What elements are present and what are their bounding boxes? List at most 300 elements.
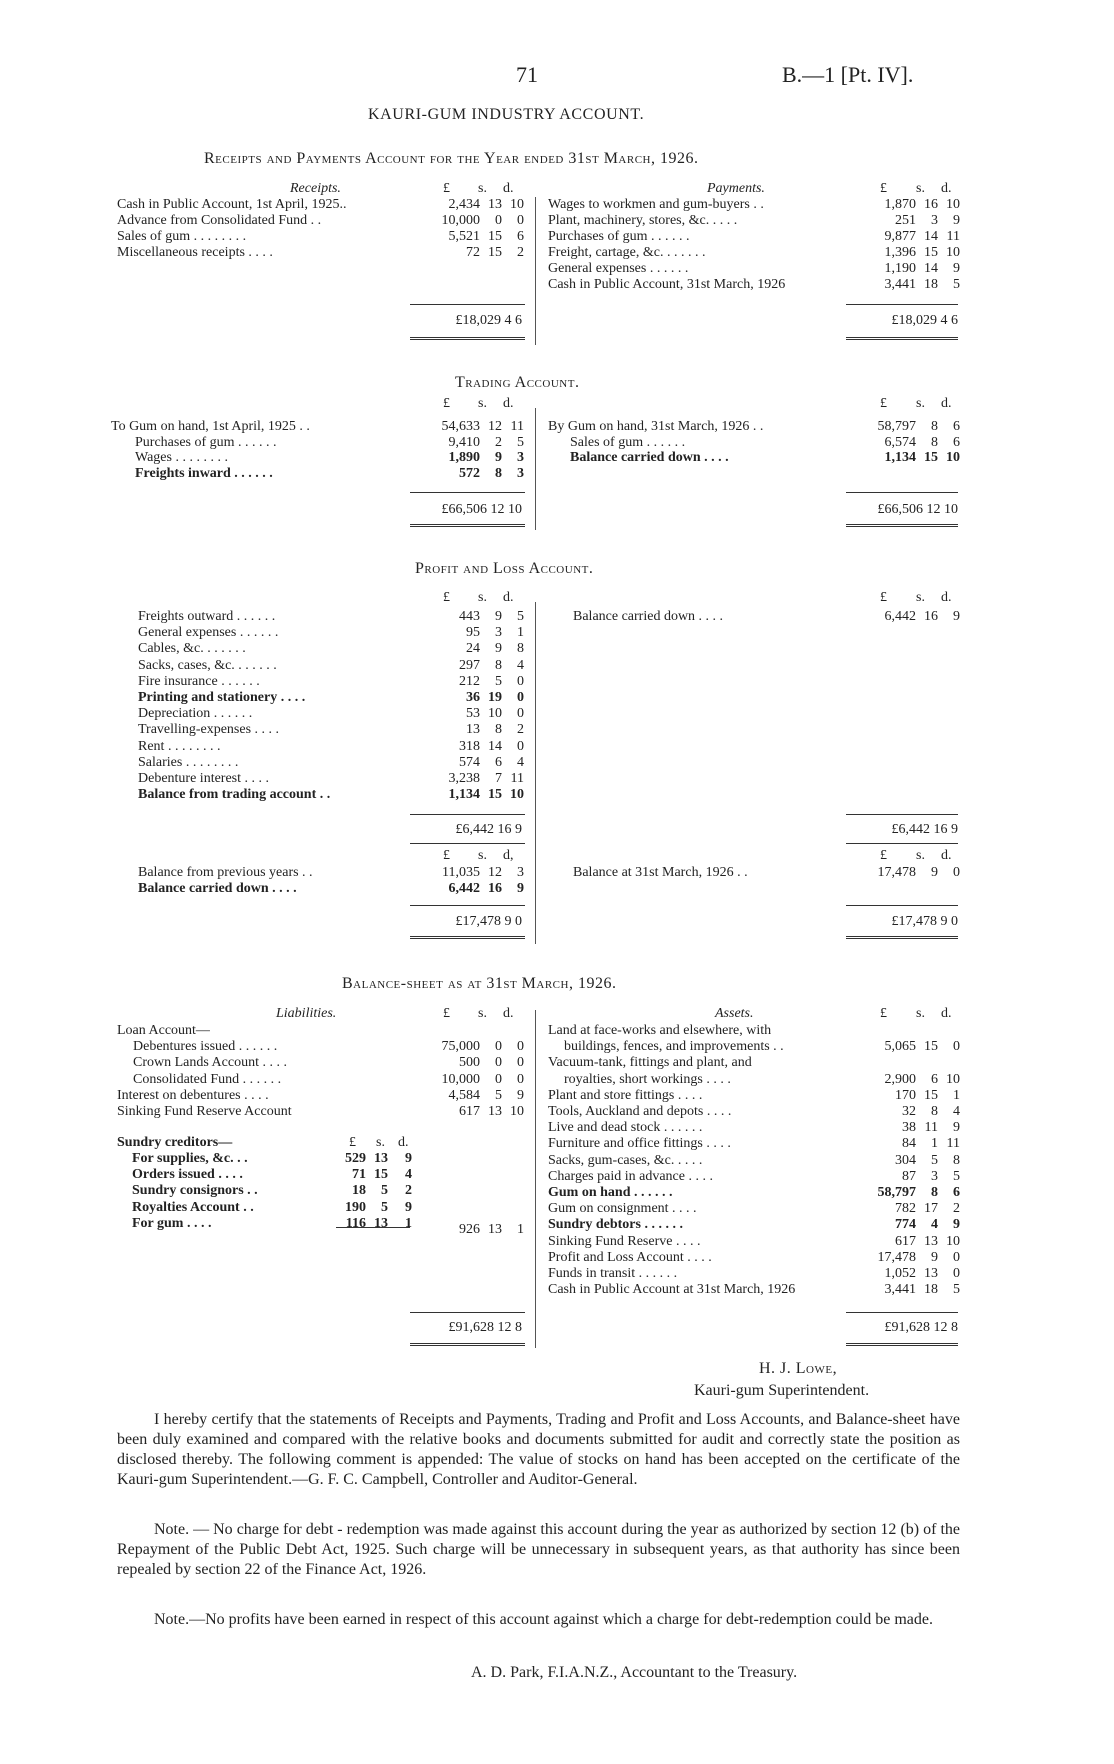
asset-shillings: 8 [931, 1185, 938, 1200]
pl-debit-pounds: 95 [466, 625, 480, 641]
col-pence: d. [398, 1135, 409, 1150]
pl2-debit-pence: 9 [517, 881, 524, 896]
trading-debit-pence: 3 [517, 465, 524, 481]
column-divider [535, 602, 536, 944]
signature-title: Kauri-gum Superintendent. [694, 1382, 870, 1399]
creditor-label: Orders issued . . . . [132, 1167, 243, 1183]
payment-label: Plant, machinery, stores, &c. . . . . [548, 213, 738, 228]
receipt-label: Miscellaneous receipts . . . . [117, 245, 273, 260]
trading-debit-shillings: 2 [495, 434, 502, 450]
pl-debit-pounds: 36 [466, 690, 480, 705]
col-shillings: s. [478, 396, 487, 411]
page-reference: B.—1 [Pt. IV]. [782, 62, 914, 87]
liability-pence: 10 [510, 1104, 524, 1119]
liability-pounds: 617 [459, 1104, 480, 1119]
pl-debit-pounds: 13 [466, 722, 480, 738]
pl-debit-pounds: 53 [466, 706, 480, 722]
asset-pounds: 58,797 [877, 1185, 916, 1200]
asset-pence: 5 [953, 1282, 960, 1298]
pl-debit-label: Depreciation . . . . . . [138, 706, 253, 722]
creditor-shillings: 5 [381, 1183, 388, 1199]
asset-shillings: 3 [931, 1168, 938, 1184]
double-rule [410, 1343, 525, 1346]
col-shillings: s. [916, 590, 925, 605]
creditor-label: Sundry consignors . . [132, 1183, 258, 1199]
creditor-pence: 9 [405, 1151, 412, 1166]
payment-label: Wages to workmen and gum-buyers . . [548, 197, 764, 212]
trading-debit-pence: 11 [510, 419, 524, 434]
pl-debit-shillings: 8 [495, 657, 502, 673]
asset-label: Tools, Auckland and depots . . . . [548, 1104, 732, 1119]
receipt-label: Cash in Public Account, 1st April, 1925.. [117, 197, 347, 212]
trading-debit-pounds: 54,633 [441, 419, 480, 434]
receipt-pounds: 72 [466, 245, 480, 260]
col-pence: d. [503, 1006, 514, 1021]
trading-debit-label: Wages . . . . . . . . [135, 450, 228, 465]
pl-debit-shillings: 19 [488, 690, 502, 705]
asset-pence: 6 [953, 1185, 960, 1200]
col-shillings: s. [478, 181, 487, 196]
asset-pence: 0 [953, 1249, 960, 1265]
creditor-shillings: 5 [381, 1199, 388, 1215]
asset-label: Live and dead stock . . . . . . [548, 1120, 703, 1136]
payment-label: General expenses . . . . . . [548, 261, 689, 276]
payment-pence: 9 [953, 213, 960, 228]
liability-pence: 0 [517, 1071, 524, 1087]
creditor-shillings: 13 [374, 1215, 388, 1231]
asset-pounds: 87 [902, 1168, 916, 1184]
payment-pounds: 1,870 [884, 197, 916, 212]
asset-label: Funds in transit . . . . . . [548, 1266, 678, 1281]
asset-pounds: 38 [902, 1120, 916, 1136]
liability-shillings: 5 [495, 1087, 502, 1103]
payment-pounds: 1,396 [884, 245, 916, 260]
creditor-pence: 2 [405, 1183, 412, 1199]
receipt-shillings: 15 [488, 229, 502, 244]
pl-debit-pounds: 443 [459, 609, 480, 624]
creditor-pounds: 190 [345, 1199, 366, 1215]
payment-pounds: 1,190 [884, 261, 916, 276]
pl-debit-label: General expenses . . . . . . [138, 625, 279, 641]
asset-shillings: 18 [924, 1282, 938, 1298]
pl-debit-label: Rent . . . . . . . . [138, 738, 221, 754]
payment-pence: 10 [946, 197, 960, 212]
profit-loss-total-right: £6,442 16 9 [891, 822, 958, 837]
liability-shillings: 13 [488, 1104, 502, 1119]
rule [410, 843, 525, 844]
pl-debit-shillings: 5 [495, 673, 502, 689]
asset-pounds: 84 [902, 1136, 916, 1152]
pl-debit-pence: 10 [510, 787, 524, 803]
asset-pounds: 2,900 [884, 1071, 916, 1087]
col-pence: d. [503, 181, 514, 196]
creditor-shillings: 15 [374, 1167, 388, 1183]
creditors-total-shillings: 13 [488, 1222, 502, 1237]
pl2-debit-shillings: 12 [488, 865, 502, 880]
creditors-total-pence: 1 [517, 1222, 524, 1237]
liability-pounds: 10,000 [441, 1071, 480, 1087]
creditor-label: For gum . . . . [132, 1215, 212, 1231]
col-shillings: s. [478, 848, 487, 863]
trading-credit-pounds: 58,797 [877, 419, 916, 434]
pl-debit-pounds: 212 [459, 673, 480, 689]
receipt-label: Advance from Consolidated Fund . . [117, 213, 322, 228]
rule [410, 1312, 525, 1313]
trading-credit-pounds: 6,574 [884, 434, 916, 450]
asset-label: Cash in Public Account at 31st March, 1926 [548, 1282, 796, 1298]
col-pounds: £ [880, 396, 887, 411]
double-rule [410, 524, 525, 527]
asset-pence: 2 [953, 1201, 960, 1217]
pl2-debit-label: Balance from previous years . . [138, 865, 313, 880]
payment-shillings: 16 [924, 197, 938, 212]
asset-label: buildings, fences, and improvements . . [564, 1039, 784, 1055]
payment-label: Cash in Public Account, 31st March, 1926 [548, 277, 786, 292]
pl-debit-pence: 4 [517, 657, 524, 673]
payment-shillings: 3 [931, 213, 938, 228]
col-pounds: £ [443, 1006, 450, 1021]
rule [410, 814, 525, 815]
trading-debit-pounds: 9,410 [448, 434, 480, 450]
receipt-shillings: 15 [488, 245, 502, 260]
pl-credit-pounds: 6,442 [884, 609, 916, 624]
pl-debit-shillings: 6 [495, 754, 502, 770]
pl-debit-shillings: 9 [495, 641, 502, 657]
col-pounds: £ [443, 181, 450, 196]
payment-pounds: 3,441 [884, 277, 916, 292]
pl-debit-label: Debenture interest . . . . [138, 771, 270, 786]
rule [846, 304, 958, 305]
asset-shillings: 11 [924, 1120, 938, 1136]
col-pounds: £ [443, 848, 450, 863]
pl-debit-label: Salaries . . . . . . . . [138, 754, 239, 770]
liability-label: Sinking Fund Reserve Account [117, 1104, 292, 1119]
liability-pounds: 500 [459, 1055, 480, 1071]
payments-total: £18,029 4 6 [891, 313, 958, 328]
trading-credit-label: Balance carried down . . . . [570, 450, 729, 465]
trading-credit-shillings: 15 [924, 450, 938, 465]
asset-shillings: 15 [924, 1087, 938, 1103]
trading-credit-pence: 6 [953, 419, 960, 434]
col-shillings: s. [478, 590, 487, 605]
receipts-heading: Receipts. [290, 181, 341, 196]
creditor-label: Royalties Account . . [132, 1199, 254, 1215]
pl-debit-pence: 0 [517, 706, 524, 722]
col-pounds: £ [349, 1135, 356, 1150]
trading-credit-label: By Gum on hand, 31st March, 1926 . . [548, 419, 764, 434]
asset-label: Furniture and office fittings . . . . [548, 1136, 731, 1152]
pl-debit-pence: 0 [517, 738, 524, 754]
assets-total: £91,628 12 8 [884, 1320, 958, 1335]
profit-loss-total2-right: £17,478 9 0 [891, 914, 958, 929]
trading-debit-pounds: 1,890 [448, 450, 480, 465]
asset-label: Sundry debtors . . . . . . [548, 1217, 683, 1233]
liability-label: Consolidated Fund . . . . . . [133, 1071, 282, 1087]
liability-pounds: 4,584 [448, 1087, 480, 1103]
receipts-payments-heading: Receipts and Payments Account for the Year ended 31st March, 1926. [204, 150, 699, 167]
col-shillings: s. [376, 1135, 385, 1150]
trading-total-left: £66,506 12 10 [441, 502, 522, 517]
liability-shillings: 0 [495, 1055, 502, 1071]
creditor-pence: 9 [405, 1199, 412, 1215]
pl-debit-label: Sacks, cases, &c. . . . . . . [138, 657, 277, 673]
asset-pence: 9 [953, 1217, 960, 1233]
asset-label: Sinking Fund Reserve . . . . [548, 1233, 701, 1249]
pl-debit-label: Printing and stationery . . . . [138, 690, 306, 705]
payment-shillings: 18 [924, 277, 938, 292]
col-pounds: £ [880, 1006, 887, 1021]
col-pence: d. [941, 396, 952, 411]
pl-debit-label: Balance from trading account . . [138, 787, 331, 803]
liability-label: Debentures issued . . . . . . [133, 1039, 278, 1055]
trading-debit-label: To Gum on hand, 1st April, 1925 . . [111, 419, 310, 434]
pl-debit-pounds: 24 [466, 641, 480, 657]
pl-credit-shillings: 16 [924, 609, 938, 624]
double-rule [846, 337, 958, 340]
trading-debit-shillings: 9 [495, 450, 502, 465]
payment-shillings: 15 [924, 245, 938, 260]
pl-debit-pence: 4 [517, 754, 524, 770]
liability-label: Loan Account— [117, 1023, 210, 1038]
asset-pence: 10 [946, 1233, 960, 1249]
asset-shillings: 8 [931, 1104, 938, 1119]
asset-shillings: 9 [931, 1249, 938, 1265]
asset-label: Charges paid in advance . . . . [548, 1168, 713, 1184]
pl-debit-pence: 0 [517, 673, 524, 689]
receipt-pence: 10 [510, 197, 524, 212]
pl-debit-shillings: 7 [495, 771, 502, 786]
pl2-debit-shillings: 16 [488, 881, 502, 896]
trading-credit-shillings: 8 [931, 434, 938, 450]
asset-shillings: 6 [931, 1071, 938, 1087]
pl-debit-pence: 11 [510, 771, 524, 786]
creditor-pence: 4 [405, 1167, 412, 1183]
page-number: 71 [516, 62, 538, 87]
receipt-shillings: 0 [495, 213, 502, 228]
asset-shillings: 13 [924, 1266, 938, 1281]
note-no-profits: Note.—No profits have been earned in respect of this account against which a charge for debt-redemption could be made. [154, 1611, 933, 1628]
trading-credit-pence: 6 [953, 434, 960, 450]
asset-pence: 8 [953, 1152, 960, 1168]
liability-shillings: 0 [495, 1039, 502, 1055]
rule [846, 814, 958, 815]
col-shillings: s. [916, 1006, 925, 1021]
liability-label: Interest on debentures . . . . [117, 1087, 269, 1103]
creditor-shillings: 13 [374, 1151, 388, 1166]
pl-debit-pounds: 297 [459, 657, 480, 673]
asset-pence: 0 [953, 1039, 960, 1055]
asset-shillings: 17 [924, 1201, 938, 1217]
trading-debit-label: Purchases of gum . . . . . . [135, 434, 277, 450]
asset-pounds: 1,052 [884, 1266, 916, 1281]
pl2-credit-pounds: 17,478 [877, 865, 916, 880]
pl-debit-pence: 1 [517, 625, 524, 641]
pl-debit-pounds: 574 [459, 754, 480, 770]
double-rule [410, 936, 525, 939]
pl2-credit-pence: 0 [953, 865, 960, 880]
payment-label: Freight, cartage, &c. . . . . . . [548, 245, 706, 260]
pl2-debit-label: Balance carried down . . . . [138, 881, 297, 896]
receipt-shillings: 13 [488, 197, 502, 212]
asset-shillings: 13 [924, 1233, 938, 1249]
payment-pence: 5 [953, 277, 960, 292]
pl-credit-label: Balance carried down . . . . [573, 609, 724, 624]
column-divider [535, 408, 536, 530]
pl-debit-pence: 8 [517, 641, 524, 657]
payment-shillings: 14 [924, 229, 938, 244]
pl2-credit-shillings: 9 [931, 865, 938, 880]
rule [336, 1227, 410, 1228]
balance-sheet-heading: Balance-sheet as at 31st March, 1926. [342, 975, 617, 992]
payment-pence: 10 [946, 245, 960, 260]
col-pounds: £ [880, 590, 887, 605]
asset-label: Gum on hand . . . . . . [548, 1185, 673, 1200]
liability-shillings: 0 [495, 1071, 502, 1087]
receipts-total: £18,029 4 6 [455, 313, 522, 328]
receipt-pounds: 10,000 [441, 213, 480, 228]
pl-debit-shillings: 8 [495, 722, 502, 738]
asset-shillings: 1 [931, 1136, 938, 1152]
asset-shillings: 4 [931, 1217, 938, 1233]
double-rule [846, 936, 958, 939]
payment-pence: 11 [946, 229, 960, 244]
trading-debit-pence: 5 [517, 434, 524, 450]
asset-shillings: 15 [924, 1039, 938, 1055]
trading-debit-label: Freights inward . . . . . . [135, 465, 273, 481]
rule [846, 905, 958, 906]
pl-debit-shillings: 9 [495, 609, 502, 624]
col-shillings: s. [916, 181, 925, 196]
column-divider [535, 197, 536, 345]
assets-heading: Assets. [715, 1006, 754, 1021]
pl-debit-pounds: 318 [459, 738, 480, 754]
pl-debit-shillings: 14 [488, 738, 502, 754]
trading-heading: Trading Account. [455, 374, 580, 391]
pl-debit-pence: 2 [517, 722, 524, 738]
col-pence: d, [503, 848, 514, 863]
column-divider [535, 1010, 536, 1348]
double-rule [410, 337, 525, 340]
asset-label: Sacks, gum-cases, &c. . . . . [548, 1152, 703, 1168]
asset-label: Profit and Loss Account . . . . [548, 1249, 712, 1265]
asset-shillings: 5 [931, 1152, 938, 1168]
pl-debit-pounds: 3,238 [448, 771, 480, 786]
liability-pence: 0 [517, 1039, 524, 1055]
col-pence: d. [503, 590, 514, 605]
double-rule [846, 1343, 958, 1346]
receipt-label: Sales of gum . . . . . . . . [117, 229, 247, 244]
profit-loss-total-left: £6,442 16 9 [455, 822, 522, 837]
creditor-pence: 1 [405, 1215, 412, 1231]
col-pence: d. [941, 181, 952, 196]
col-shillings: s. [478, 1006, 487, 1021]
payments-heading: Payments. [707, 181, 765, 196]
asset-label: Gum on consignment . . . . [548, 1201, 697, 1217]
rule [410, 492, 525, 493]
receipt-pence: 0 [517, 213, 524, 228]
trading-credit-pence: 10 [946, 450, 960, 465]
asset-pounds: 3,441 [884, 1282, 916, 1298]
pl-debit-shillings: 3 [495, 625, 502, 641]
note-debt-redemption: Note. — No charge for debt - redemption was made against this account during the year as authorized by section 12 (b) of the Repayment of the Public Debt Act, 1925. Such charge will be unnecessary in subsequent years, as that authority has since been repealed by section 22 of the Finance Act, 1926. [117, 1521, 960, 1578]
liability-pence: 9 [517, 1087, 524, 1103]
auditor-certificate: I hereby certify that the statements of Receipts and Payments, Trading and Profit and Loss Accounts, and Balance-sheet have been duly examined and compared with the relative books and documents submitted for audit and correctly state the position as disclosed thereby. The following comment is appended: The value of stocks on hand has been accepted on the certificate of the Kauri-gum Superintendent.—G. F. C. Campbell, Controller and Auditor-General. [117, 1411, 960, 1488]
pl-debit-shillings: 15 [488, 787, 502, 803]
pl2-debit-pounds: 6,442 [448, 881, 480, 896]
payment-pounds: 9,877 [884, 229, 916, 244]
asset-pounds: 17,478 [877, 1249, 916, 1265]
asset-pence: 4 [953, 1104, 960, 1119]
double-rule [846, 524, 958, 527]
pl-credit-pence: 9 [953, 609, 960, 624]
rule [410, 304, 525, 305]
asset-pounds: 304 [895, 1152, 916, 1168]
payment-label: Purchases of gum . . . . . . [548, 229, 690, 244]
pl-debit-pence: 5 [517, 609, 524, 624]
profit-loss-total2-left: £17,478 9 0 [455, 914, 522, 929]
asset-pounds: 32 [902, 1104, 916, 1119]
col-shillings: s. [916, 848, 925, 863]
pl2-debit-pence: 3 [517, 865, 524, 880]
asset-label: Plant and store fittings . . . . [548, 1087, 703, 1103]
asset-label: Land at face-works and elsewhere, with [548, 1023, 772, 1038]
creditors-label: Sundry creditors— [117, 1135, 233, 1150]
pl-debit-shillings: 10 [488, 706, 502, 722]
creditor-pounds: 116 [345, 1215, 366, 1231]
creditor-label: For supplies, &c. . . [132, 1151, 248, 1166]
liability-pounds: 75,000 [441, 1039, 480, 1055]
creditor-pounds: 71 [352, 1167, 366, 1183]
receipt-pounds: 2,434 [448, 197, 480, 212]
asset-pence: 5 [953, 1168, 960, 1184]
pl-debit-label: Freights outward . . . . . . [138, 609, 276, 624]
payment-pence: 9 [953, 261, 960, 276]
receipt-pence: 6 [517, 229, 524, 244]
asset-pence: 10 [946, 1071, 960, 1087]
trading-debit-shillings: 12 [488, 419, 502, 434]
liabilities-heading: Liabilities. [276, 1006, 337, 1021]
asset-pence: 0 [953, 1266, 960, 1281]
trading-debit-pence: 3 [517, 450, 524, 465]
trading-credit-shillings: 8 [931, 419, 938, 434]
asset-pounds: 5,065 [884, 1039, 916, 1055]
creditors-total-pounds: 926 [459, 1222, 480, 1237]
asset-pounds: 782 [895, 1201, 916, 1217]
trading-credit-pounds: 1,134 [884, 450, 916, 465]
trading-credit-label: Sales of gum . . . . . . [570, 434, 686, 450]
rule [410, 905, 525, 906]
profit-loss-heading: Profit and Loss Account. [415, 560, 594, 577]
pl-debit-label: Travelling-expenses . . . . [138, 722, 280, 738]
payment-pounds: 251 [895, 213, 916, 228]
asset-label: Vacuum-tank, fittings and plant, and [548, 1055, 752, 1071]
liability-label: Crown Lands Account . . . . [133, 1055, 287, 1071]
liabilities-total: £91,628 12 8 [448, 1320, 522, 1335]
liability-pence: 0 [517, 1055, 524, 1071]
pl2-credit-label: Balance at 31st March, 1926 . . [573, 865, 748, 880]
col-pence: d. [941, 1006, 952, 1021]
receipt-pence: 2 [517, 245, 524, 260]
asset-pence: 9 [953, 1120, 960, 1136]
col-pounds: £ [443, 396, 450, 411]
col-pounds: £ [880, 181, 887, 196]
col-pence: d. [941, 848, 952, 863]
accountant-signature: A. D. Park, F.I.A.N.Z., Accountant to the Treasury. [471, 1664, 798, 1681]
rule [846, 843, 958, 844]
receipt-pounds: 5,521 [448, 229, 480, 244]
payment-shillings: 14 [924, 261, 938, 276]
col-pence: d. [941, 590, 952, 605]
